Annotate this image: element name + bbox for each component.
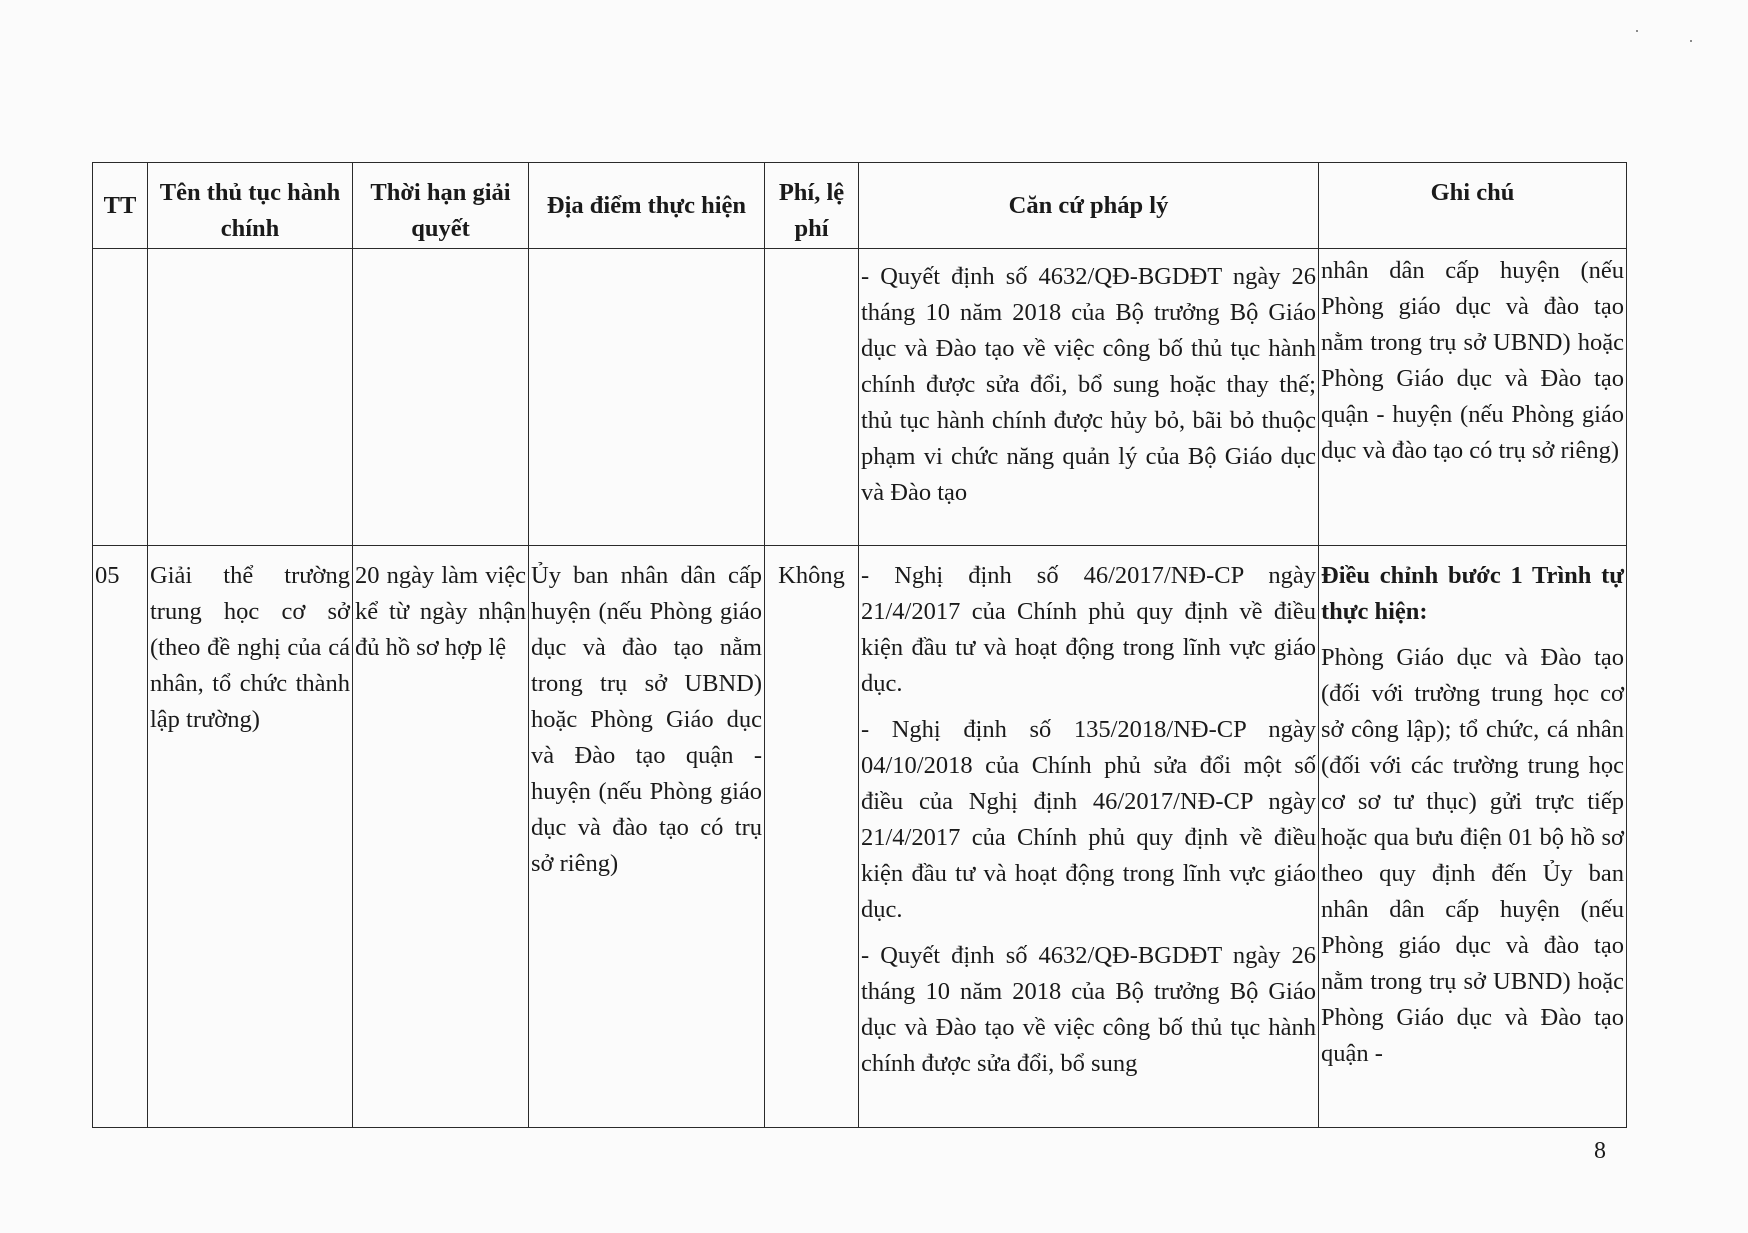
page-number: 8 — [1594, 1138, 1606, 1164]
table-row-05 — [93, 546, 1627, 1128]
cell-empty — [148, 249, 353, 546]
table-row-continuation — [93, 249, 1627, 546]
cell-fee: Không — [765, 546, 859, 1128]
legal-basis-item: - Quyết định số 4632/QĐ-BGDĐT ngày 26 tháng 10 năm 2018 của Bộ trưởng Bộ Giáo dục và Đào tạo về việc công bố thủ tục hành chính được sửa đổi, bổ sung — [861, 942, 1316, 1077]
cell-note-continued: nhân dân cấp huyện (nếu Phòng giáo dục và đào tạo nằm trong trụ sở UBND) hoặc Phòng Giáo dục và Đào tạo quận - huyện (nếu Phòng giáo dục và đào tạo có trụ sở riêng) — [1319, 249, 1627, 546]
header-note: Ghi chú — [1319, 163, 1627, 249]
header-fee: Phí, lệ phí — [765, 163, 859, 249]
cell-empty — [93, 249, 148, 546]
cell-empty — [765, 249, 859, 546]
table-header-row — [93, 163, 1627, 249]
header-location: Địa điểm thực hiện — [529, 163, 765, 249]
cell-location: Ủy ban nhân dân cấp huyện (nếu Phòng giáo dục và đào tạo nằm trong trụ sở UBND) hoặc Phòng Giáo dục và Đào tạo quận - huyện (nếu Phòng giáo dục và đào tạo có trụ sở riêng) — [529, 546, 765, 1128]
procedures-table — [92, 162, 1627, 1128]
cell-note — [1319, 546, 1627, 1128]
legal-basis-item: - Nghị định số 46/2017/NĐ-CP ngày 21/4/2017 của Chính phủ quy định về điều kiện đầu tư và hoạt động trong lĩnh vực giáo dục. — [861, 562, 1316, 697]
cell-empty — [353, 249, 529, 546]
note-title: Điều chỉnh bước 1 Trình tự thực hiện: — [1321, 562, 1624, 625]
cell-empty — [529, 249, 765, 546]
cell-legal-basis — [859, 546, 1319, 1128]
scan-speck — [1636, 30, 1638, 32]
scan-speck — [1690, 40, 1692, 42]
header-duration: Thời hạn giải quyết — [353, 163, 529, 249]
cell-procedure-name: Giải thể trường trung học cơ sở (theo đề nghị của cá nhân, tổ chức thành lập trường) — [148, 546, 353, 1128]
note-body: Phòng Giáo dục và Đào tạo (đối với trường trung học cơ sở công lập); tổ chức, cá nhân (đối với các trường trung học cơ sơ tư thục) gửi trực tiếp hoặc qua bưu điện 01 bộ hồ sơ theo quy định đến Ủy ban nhân dân cấp huyện (nếu Phòng giáo dục và đào tạo nằm trong trụ sở UBND) hoặc Phòng Giáo dục và Đào tạo quận - — [1321, 644, 1624, 1067]
cell-duration: 20 ngày làm việc kể từ ngày nhận đủ hồ sơ hợp lệ — [353, 546, 529, 1128]
legal-basis-item: - Nghị định số 135/2018/NĐ-CP ngày 04/10/2018 của Chính phủ sửa đổi một số điều của Nghị định 46/2017/NĐ-CP ngày 21/4/2017 của Chính phủ quy định về điều kiện đầu tư và hoạt động trong lĩnh vực giáo dục. — [861, 716, 1316, 923]
header-procedure-name: Tên thủ tục hành chính — [148, 163, 353, 249]
cell-legal-basis-continued: - Quyết định số 4632/QĐ-BGDĐT ngày 26 tháng 10 năm 2018 của Bộ trưởng Bộ Giáo dục và Đào tạo về việc công bố thủ tục hành chính được sửa đổi, bổ sung hoặc thay thế; thủ tục hành chính được hủy bỏ, bãi bỏ thuộc phạm vi chức năng quản lý của Bộ Giáo dục và Đào tạo — [859, 249, 1319, 546]
cell-tt: 05 — [93, 546, 148, 1128]
header-legal-basis: Căn cứ pháp lý — [859, 163, 1319, 249]
header-tt: TT — [93, 163, 148, 249]
